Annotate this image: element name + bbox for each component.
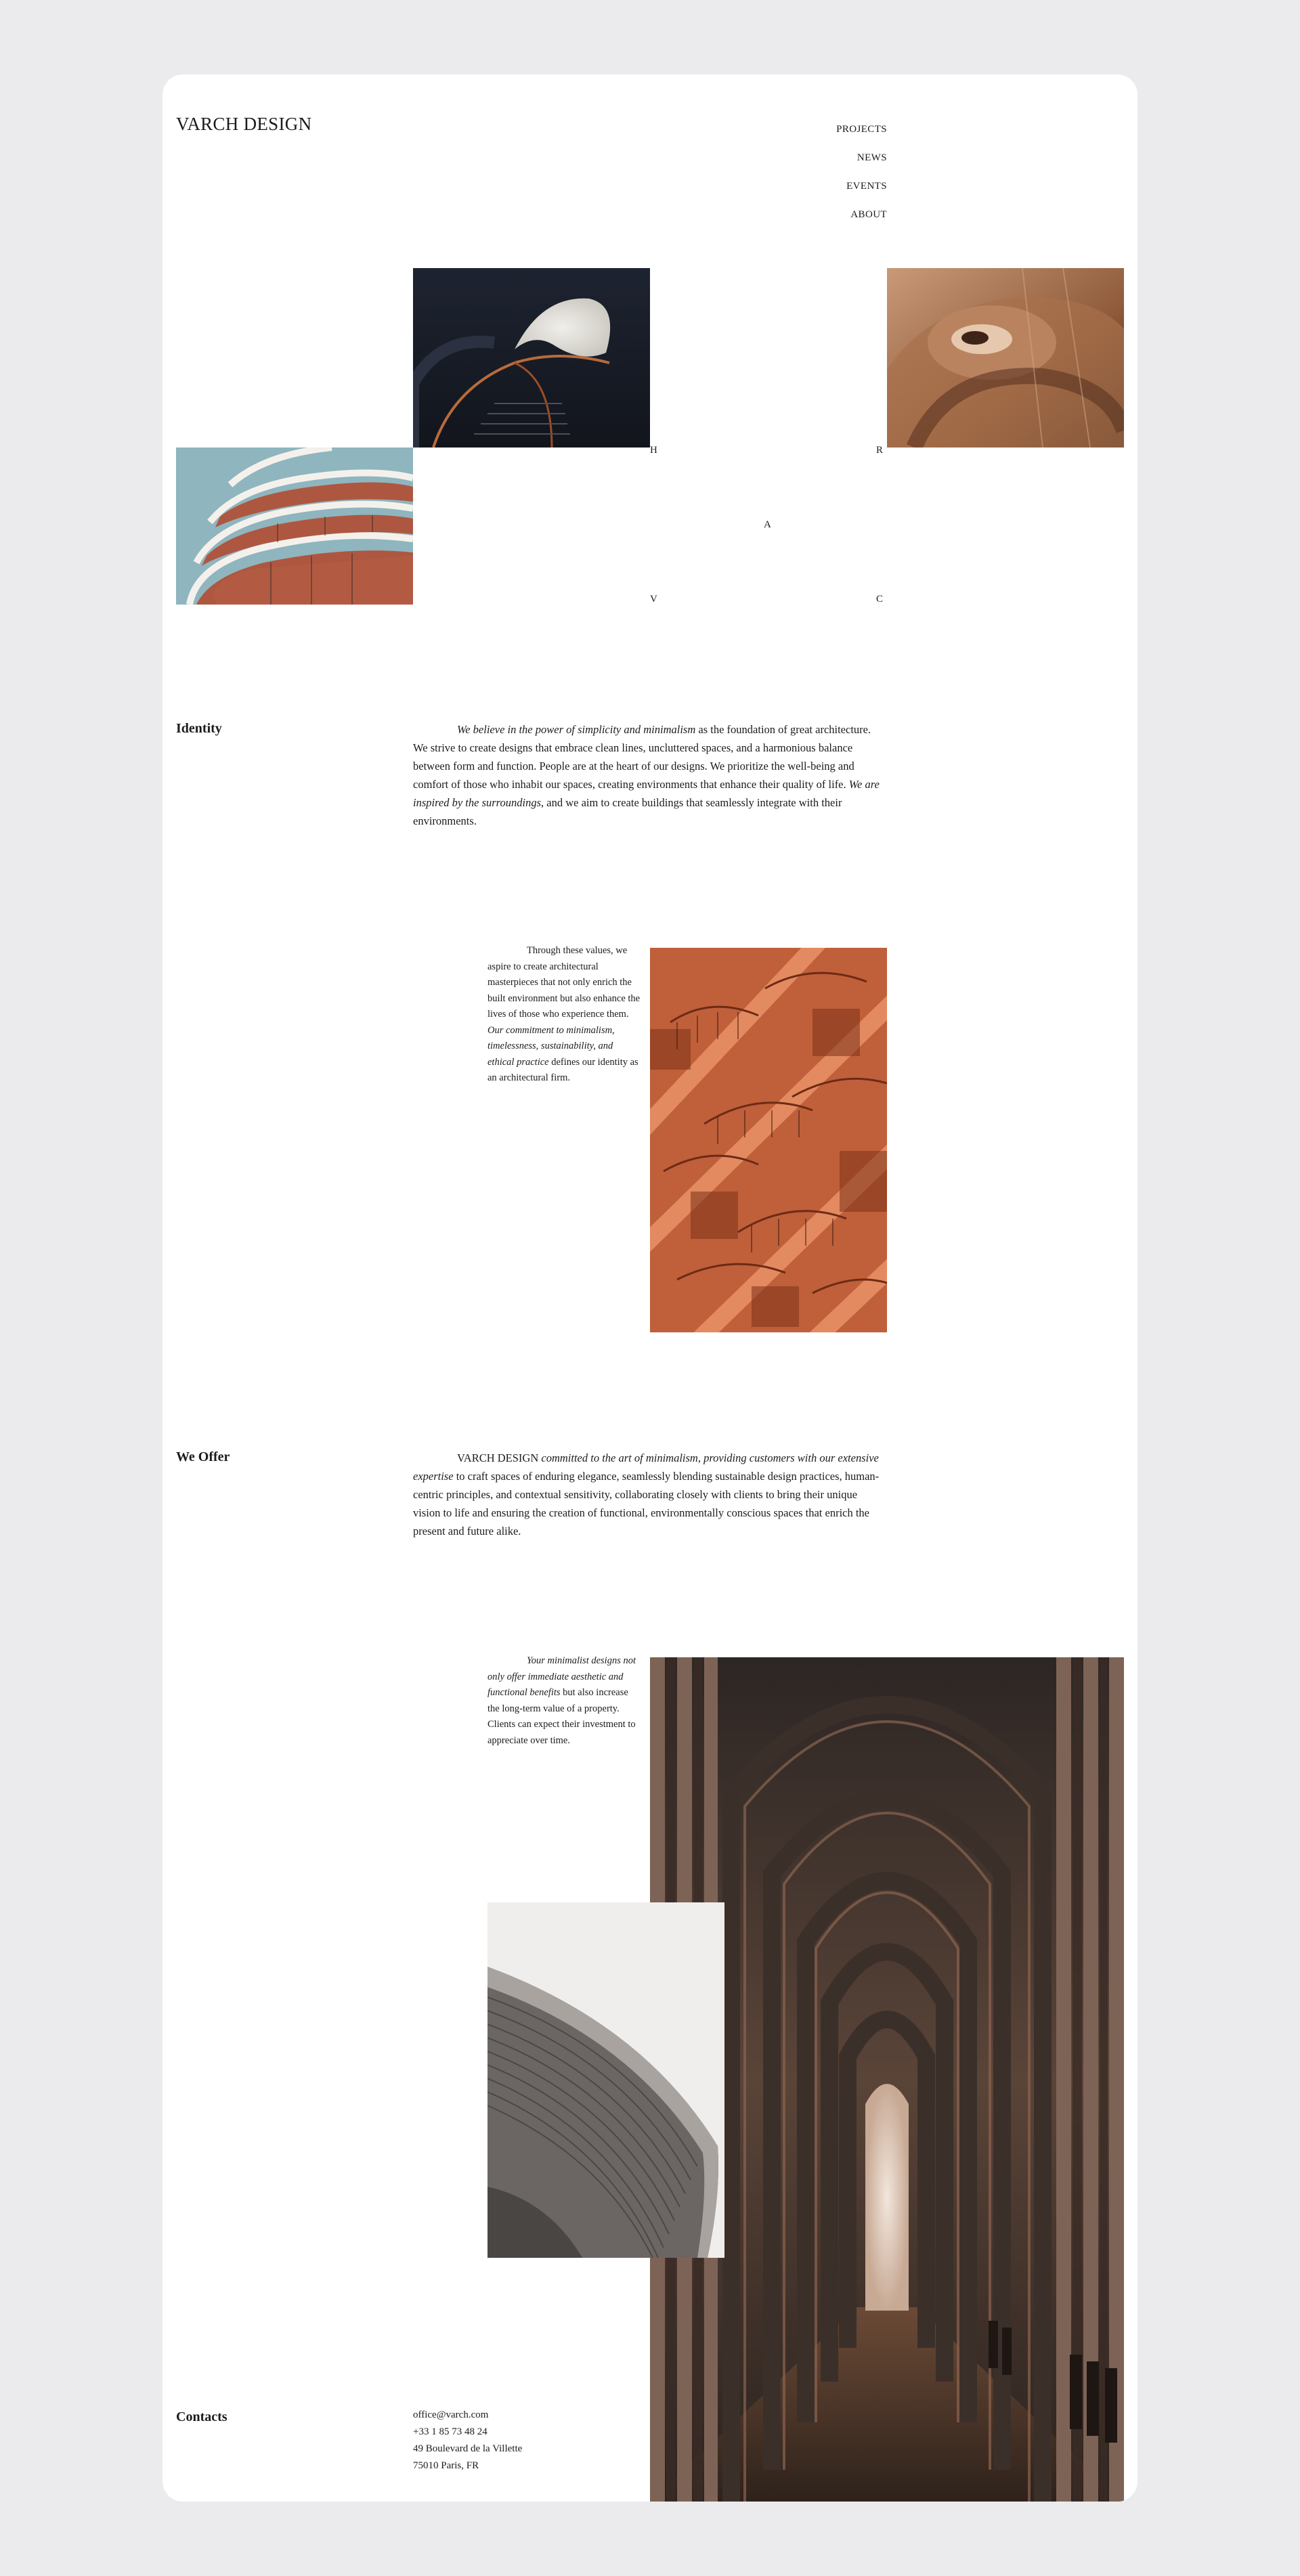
- contacts-block: [413, 2407, 522, 2474]
- offer-value-emphasis: Your minimalist designs not only offer immediate aesthetic and functional benefits: [488, 1655, 636, 1698]
- photo-spiral-interior: [887, 268, 1124, 447]
- values-text-2: defines our identity as an architectural firm.: [488, 1056, 638, 1083]
- identity-values-paragraph: [488, 943, 642, 1087]
- identity-title: Identity: [176, 721, 222, 736]
- contacts-title: Contacts: [176, 2409, 228, 2424]
- nav-projects[interactable]: PROJECTS: [836, 124, 887, 135]
- letter-v: V: [650, 594, 657, 605]
- identity-emphasis-2: We are inspired by the surroundings: [413, 778, 880, 809]
- values-emphasis: Our commitment to minimalism, timelessness, sustainability, and ethical practice: [488, 1024, 615, 1068]
- identity-text-2: , and we aim to create buildings that seamlessly integrate with their environments.: [413, 796, 842, 827]
- identity-text-1: as the foundation of great architecture. We strive to create designs that embrace clean lines, uncluttered spaces, and a harmonious balance between form and function. People are at the heart of our designs. We prioritize the well-being and comfort of those who inhabit our spaces, creating environments that enhance their quality of life.: [413, 723, 871, 791]
- letter-c: C: [876, 594, 884, 605]
- photo-staircase: [413, 268, 650, 447]
- offer-value-paragraph: [488, 1653, 642, 1749]
- photo-curved-facade: [488, 1902, 724, 2258]
- contact-phone[interactable]: +33 1 85 73 48 24: [413, 2426, 488, 2437]
- offer-title: We Offer: [176, 1449, 230, 1464]
- identity-paragraph: [413, 720, 884, 830]
- letter-r: R: [876, 445, 884, 456]
- contact-address-line-1: 49 Boulevard de la Villette: [413, 2443, 523, 2454]
- letter-a: A: [764, 519, 771, 530]
- offer-text-1: VARCH DESIGN: [457, 1451, 542, 1464]
- offer-emphasis: committed to the art of minimalism, providing customers with our extensive expertise: [413, 1451, 879, 1483]
- offer-text-2: to craft spaces of enduring elegance, seamlessly blending sustainable design practices, human-centric principles, and contextual sensitivity, collaborating closely with clients to bring their unique vision to life and ensuring the creation of functional, environmentally conscious spaces that enrich the present and future alike.: [413, 1470, 880, 1537]
- offer-paragraph: [413, 1449, 884, 1540]
- main-nav: [752, 115, 887, 229]
- nav-news[interactable]: NEWS: [857, 152, 887, 163]
- page-card: [162, 74, 1138, 2502]
- photo-terracotta-balconies: [650, 948, 887, 1332]
- values-text-1: Through these values, we aspire to create architectural masterpieces that not only enrich the built environment but also enhance the lives of those who experience them.: [488, 945, 641, 1020]
- nav-events[interactable]: EVENTS: [846, 181, 887, 192]
- identity-emphasis-1: We believe in the power of simplicity and minimalism: [457, 723, 696, 736]
- offer-value-text: but also increase the long-term value of a property. Clients can expect their investment to appreciate over time.: [488, 1687, 636, 1746]
- letter-h: H: [650, 445, 657, 456]
- logo[interactable]: VARCH DESIGN: [176, 114, 312, 134]
- photo-balconies: [176, 447, 413, 605]
- nav-about[interactable]: ABOUT: [850, 209, 887, 220]
- contact-email[interactable]: office@varch.com: [413, 2409, 489, 2420]
- contact-address-line-2: 75010 Paris, FR: [413, 2460, 479, 2471]
